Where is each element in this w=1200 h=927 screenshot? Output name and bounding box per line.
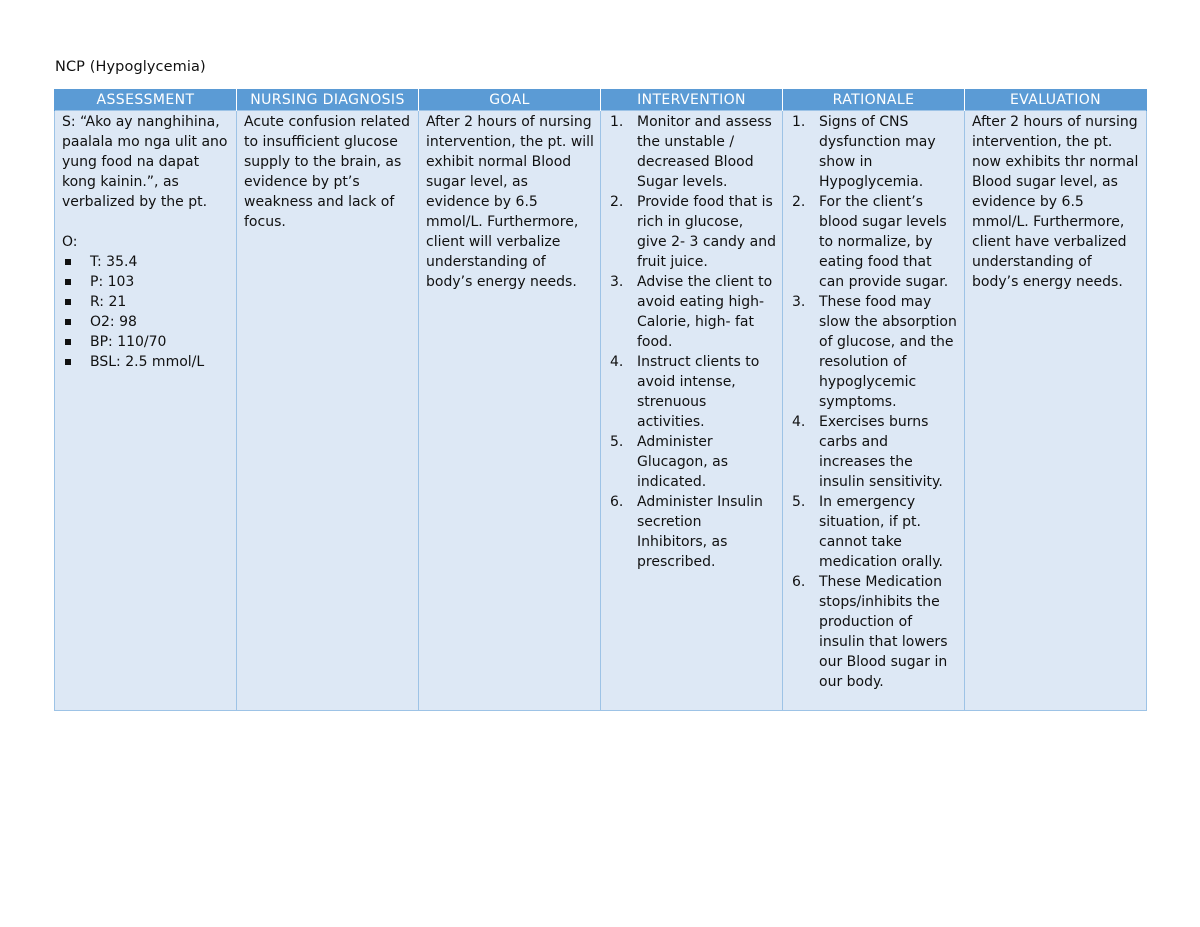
item-number: 1. (792, 114, 806, 130)
intervention-list (608, 112, 776, 572)
list-item (608, 432, 776, 492)
document-title: NCP (Hypoglycemia) (55, 59, 206, 75)
vital-text: R: 21 (90, 294, 127, 310)
item-text: Provide food that is rich in glucose, give 2- 3 candy and fruit juice. (637, 194, 777, 270)
subjective-data: S: “Ako ay nanghihina, paalala mo nga ulit ano yung food na dapat kong kainin.”, as verbalized by the pt. (62, 114, 228, 210)
item-number: 5. (610, 434, 624, 450)
diagnosis-cell (237, 111, 419, 711)
item-text: In emergency situation, if pt. cannot take medication orally. (819, 494, 943, 570)
item-text: Signs of CNS dysfunction may show in Hypoglycemia. (819, 114, 936, 190)
vital-item (62, 352, 230, 372)
item-number: 1. (610, 114, 624, 130)
item-number: 3. (792, 294, 806, 310)
vital-text: T: 35.4 (90, 254, 138, 270)
item-number: 4. (792, 414, 806, 430)
header-rationale: RATIONALE (783, 89, 965, 111)
list-item (608, 352, 776, 432)
evaluation-cell (965, 111, 1147, 711)
rationale-cell (783, 111, 965, 711)
list-item (790, 492, 958, 572)
square-bullet-icon (65, 279, 71, 285)
item-number: 5. (792, 494, 806, 510)
vital-item (62, 252, 230, 272)
diagnosis-text: Acute confusion related to insufficient glucose supply to the brain, as evidence by pt’s weakness and lack of focus. (244, 114, 410, 230)
list-item (608, 192, 776, 272)
item-number: 2. (792, 194, 806, 210)
vital-text: BP: 110/70 (90, 334, 167, 350)
list-item (790, 412, 958, 492)
item-number: 4. (610, 354, 624, 370)
item-number: 2. (610, 194, 624, 210)
item-number: 6. (610, 494, 624, 510)
vital-item (62, 272, 230, 292)
square-bullet-icon (65, 359, 71, 365)
objective-label: O: (62, 234, 78, 250)
item-text: These food may slow the absorption of glucose, and the resolution of hypoglycemic symptoms. (819, 294, 957, 410)
table-header-row (55, 89, 1147, 111)
item-number: 6. (792, 574, 806, 590)
header-intervention: INTERVENTION (601, 89, 783, 111)
list-item (790, 572, 958, 692)
goal-text: After 2 hours of nursing intervention, the pt. will exhibit normal Blood sugar level, as evidence by 6.5 mmol/L. Furthermore, client will verbalize understanding of body’s energy needs. (426, 114, 594, 290)
vital-item (62, 292, 230, 312)
item-text: For the client’s blood sugar levels to normalize, by eating food that can provide sugar. (819, 194, 949, 290)
intervention-cell (601, 111, 783, 711)
evaluation-text: After 2 hours of nursing intervention, the pt. now exhibits thr normal Blood sugar level, as evidence by 6.5 mmol/L. Furthermore, client have verbalized understanding of body’s energy needs. (972, 114, 1139, 290)
header-nursing-diagnosis: NURSING DIAGNOSIS (237, 89, 419, 111)
item-text: These Medication stops/inhibits the production of insulin that lowers our Blood sugar in our body. (819, 574, 948, 690)
vital-item (62, 332, 230, 352)
square-bullet-icon (65, 299, 71, 305)
list-item (790, 292, 958, 412)
vital-text: P: 103 (90, 274, 135, 290)
vital-item (62, 312, 230, 332)
goal-cell (419, 111, 601, 711)
item-text: Administer Insulin secretion Inhibitors, as prescribed. (637, 494, 763, 570)
square-bullet-icon (65, 259, 71, 265)
list-item (608, 272, 776, 352)
ncp-table (54, 89, 1147, 711)
list-item (790, 112, 958, 192)
header-assessment: ASSESSMENT (55, 89, 237, 111)
vitals-list (62, 252, 230, 372)
assessment-cell (55, 111, 237, 711)
square-bullet-icon (65, 319, 71, 325)
list-item (608, 112, 776, 192)
vital-text: BSL: 2.5 mmol/L (90, 354, 205, 370)
header-goal: GOAL (419, 89, 601, 111)
rationale-list (790, 112, 958, 692)
square-bullet-icon (65, 339, 71, 345)
item-text: Monitor and assess the unstable / decreased Blood Sugar levels. (637, 114, 772, 190)
item-number: 3. (610, 274, 624, 290)
vital-text: O2: 98 (90, 314, 137, 330)
table-row (55, 111, 1147, 711)
item-text: Instruct clients to avoid intense, strenuous activities. (637, 354, 760, 430)
item-text: Advise the client to avoid eating high- Calorie, high- fat food. (637, 274, 773, 350)
list-item (608, 492, 776, 572)
item-text: Administer Glucagon, as indicated. (637, 434, 728, 490)
item-text: Exercises burns carbs and increases the insulin sensitivity. (819, 414, 943, 490)
list-item (790, 192, 958, 292)
header-evaluation: EVALUATION (965, 89, 1147, 111)
